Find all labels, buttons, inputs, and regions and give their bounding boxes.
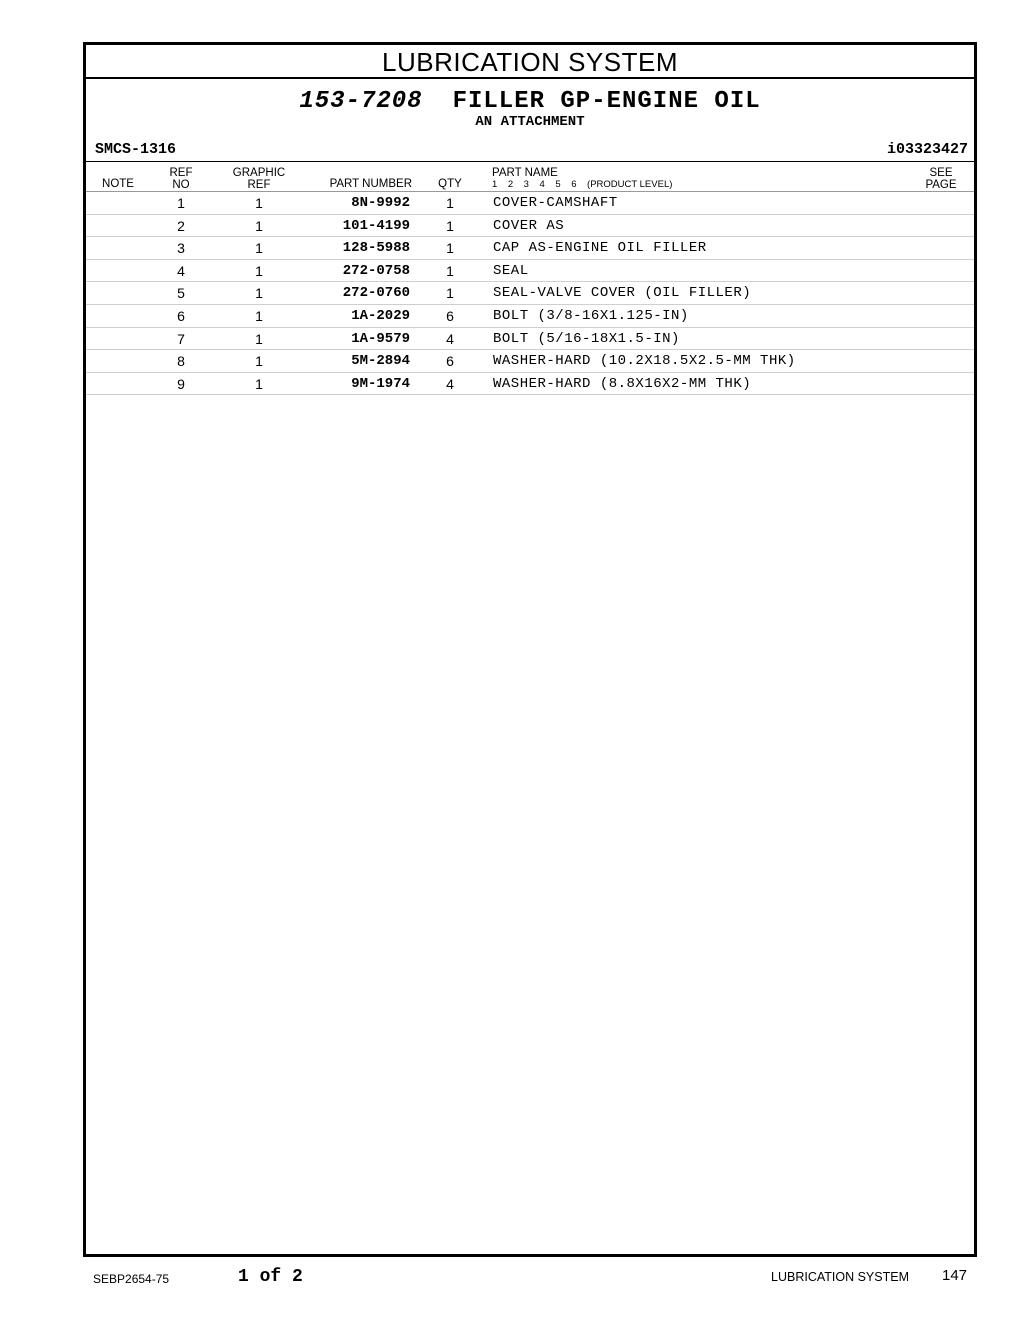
parts-page-frame (83, 42, 977, 1257)
part-number: 101-4199 (342, 217, 410, 234)
illustration-id: i03323427 (886, 141, 968, 158)
graphic-ref: 1 (255, 217, 263, 234)
header-graphic-bottom: REF (247, 179, 271, 191)
part-name: SEAL-VALVE COVER (OIL FILLER) (493, 285, 752, 302)
part-name: COVER AS (493, 217, 565, 234)
page-number: 147 (942, 1267, 968, 1284)
table-row (86, 192, 974, 215)
page-footer (0, 1262, 1020, 1292)
part-name: SEAL (493, 262, 529, 279)
ref-no: 9 (177, 375, 185, 392)
code-row (86, 141, 974, 162)
graphic-ref: 1 (255, 262, 263, 279)
header-part-number: PART NUMBER (329, 178, 412, 190)
footer-section-title: LUBRICATION SYSTEM (771, 1270, 909, 1284)
part-name: COVER-CAMSHAFT (493, 195, 618, 211)
header-see-top: SEE (929, 167, 953, 179)
graphic-ref: 1 (255, 330, 263, 347)
table-row (86, 215, 974, 238)
header-graphic-ref (226, 167, 292, 191)
table-row (86, 282, 974, 305)
qty: 6 (446, 353, 454, 370)
ref-no: 5 (177, 285, 185, 302)
part-number: 1A-9579 (351, 330, 410, 347)
part-number: 272-0758 (342, 262, 410, 279)
qty: 1 (446, 285, 454, 302)
qty: 4 (446, 375, 454, 392)
part-name: BOLT (3/8-16X1.125-IN) (493, 307, 689, 324)
part-name: CAP AS-ENGINE OIL FILLER (493, 240, 707, 257)
part-name: BOLT (5/16-18X1.5-IN) (493, 330, 680, 347)
table-row (86, 350, 974, 373)
qty: 1 (446, 240, 454, 257)
part-number: 128-5988 (342, 240, 410, 257)
column-headers (86, 162, 974, 192)
header-ref-bottom: NO (172, 179, 190, 191)
part-number: 1A-2029 (351, 307, 410, 324)
table-row (86, 237, 974, 260)
ref-no: 7 (177, 330, 185, 347)
ref-no: 6 (177, 307, 185, 324)
header-part-name: PART NAME (492, 167, 558, 179)
header-qty: QTY (438, 178, 462, 190)
part-name: WASHER-HARD (8.8X16X2-MM THK) (493, 375, 752, 392)
part-number: 5M-2894 (351, 353, 410, 370)
table-row (86, 328, 974, 351)
ref-no: 8 (177, 353, 185, 370)
group-part-number: 153-7208 (299, 88, 423, 115)
part-name: WASHER-HARD (10.2X18.5X2.5-MM THK) (493, 353, 796, 370)
section-title: LUBRICATION SYSTEM (86, 45, 974, 79)
header-see-page (916, 167, 966, 191)
parts-table (86, 192, 974, 395)
qty: 1 (446, 217, 454, 234)
graphic-ref: 1 (255, 195, 263, 211)
part-number: 8N-9992 (351, 195, 410, 211)
smcs-code: SMCS-1316 (95, 141, 177, 158)
header-note: NOTE (102, 178, 134, 190)
ref-no: 3 (177, 240, 185, 257)
group-title (86, 88, 974, 116)
header-see-bottom: PAGE (925, 179, 957, 191)
graphic-ref: 1 (255, 375, 263, 392)
part-number: 272-0760 (342, 285, 410, 302)
group-name: FILLER GP-ENGINE OIL (452, 88, 761, 115)
graphic-ref: 1 (255, 307, 263, 324)
qty: 6 (446, 307, 454, 324)
qty: 4 (446, 330, 454, 347)
part-number: 9M-1974 (351, 375, 410, 392)
ref-no: 4 (177, 262, 185, 279)
qty: 1 (446, 195, 454, 211)
header-graphic-top: GRAPHIC (232, 167, 286, 179)
qty: 1 (446, 262, 454, 279)
header-product-levels: 1 2 3 4 5 6 (PRODUCT LEVEL) (492, 179, 673, 190)
header-ref-no (166, 167, 196, 191)
graphic-ref: 1 (255, 353, 263, 370)
ref-no: 2 (177, 217, 185, 234)
table-row (86, 305, 974, 328)
ref-no: 1 (177, 195, 185, 211)
header-ref-top: REF (169, 167, 193, 179)
document-number: SEBP2654-75 (93, 1272, 170, 1286)
graphic-ref: 1 (255, 285, 263, 302)
table-row (86, 260, 974, 283)
group-subtitle: AN ATTACHMENT (475, 114, 585, 130)
table-row (86, 373, 974, 396)
page-of-count: 1 of 2 (238, 1267, 303, 1287)
graphic-ref: 1 (255, 240, 263, 257)
